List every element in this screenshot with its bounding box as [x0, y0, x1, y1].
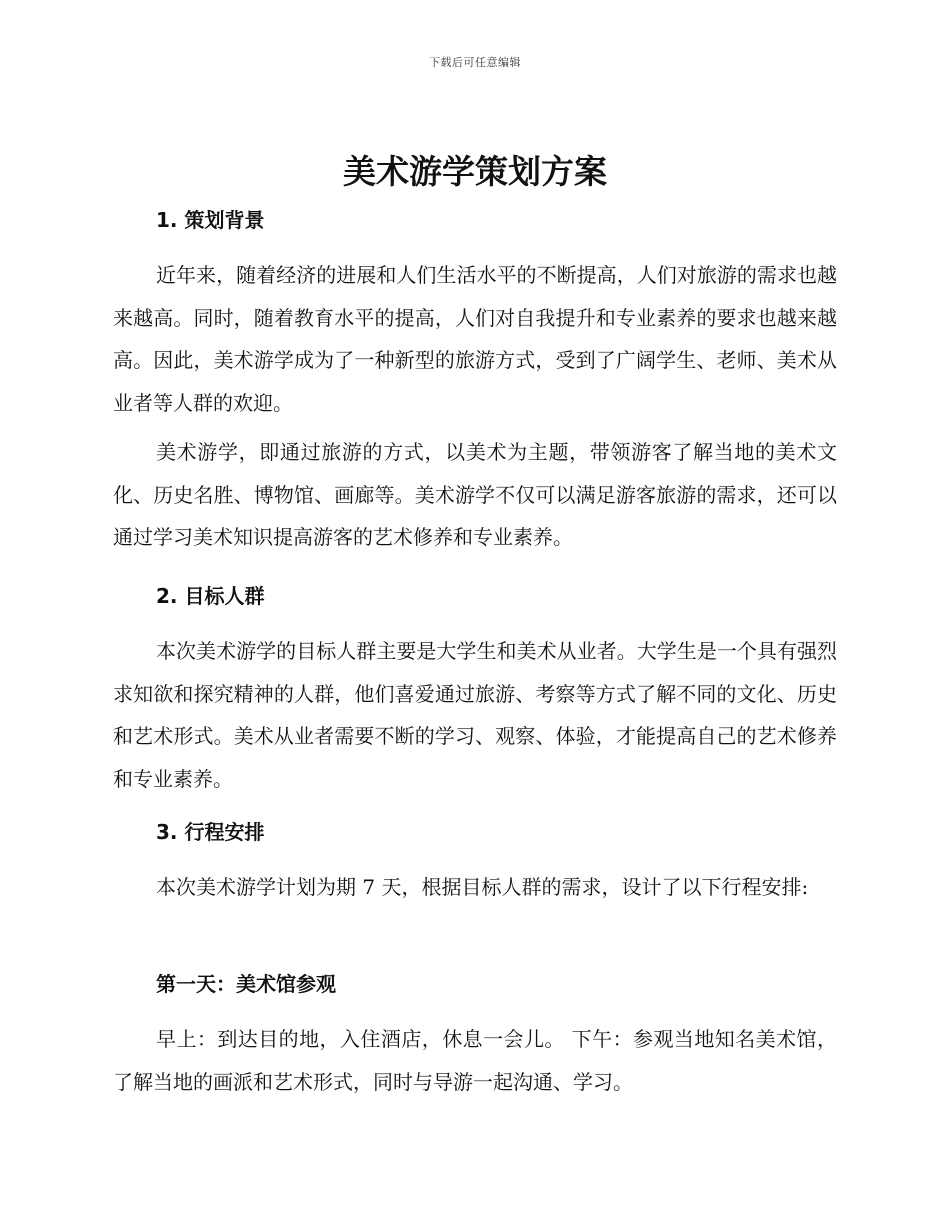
paragraph: 美术游学，即通过旅游的方式，以美术为主题，带领游客了解当地的美术文化、历史名胜、博物馆、画廊等。美术游学不仅可以满足游客旅游的需求，还可以通过学习美术知识提高游客的艺术修养和专业素养。 — [113, 440, 837, 549]
section-heading-itinerary: 3. 行程安排 — [156, 820, 265, 844]
section-body-target-audience — [113, 630, 837, 800]
paragraph: 早上：到达目的地，入住酒店，休息一会儿。 下午：参观当地知名美术馆，了解当地的画派和艺术形式，同时与导游一起沟通、学习。 — [113, 1027, 837, 1094]
section-heading-target-audience: 2. 目标人群 — [156, 584, 265, 608]
paragraph: 本次美术游学计划为期 7 天，根据目标人群的需求，设计了以下行程安排: — [156, 875, 809, 899]
paragraph: 本次美术游学的目标人群主要是大学生和美术从业者。大学生是一个具有强烈求知欲和探究精神的人群，他们喜爱通过旅游、考察等方式了解不同的文化、历史和艺术形式。美术从业者需要不断的学习、观察、体验，才能提高自己的艺术修养和专业素养。 — [113, 639, 837, 791]
section-body-itinerary — [113, 866, 837, 909]
section-body-background — [113, 254, 837, 559]
document-title: 美术游学策划方案 — [343, 152, 607, 191]
section-body-day-one — [113, 1018, 837, 1103]
section-heading-background: 1. 策划背景 — [156, 208, 265, 232]
page-header-note: 下载后可任意编辑 — [429, 56, 521, 69]
paragraph: 近年来，随着经济的进展和人们生活水平的不断提高，人们对旅游的需求也越来越高。同时，随着教育水平的提高，人们对自我提升和专业素养的要求也越来越高。因此，美术游学成为了一种新型的旅游方式，受到了广阔学生、老师、美术从业者等人群的欢迎。 — [113, 263, 837, 415]
section-heading-day-one: 第一天：美术馆参观 — [156, 972, 336, 996]
